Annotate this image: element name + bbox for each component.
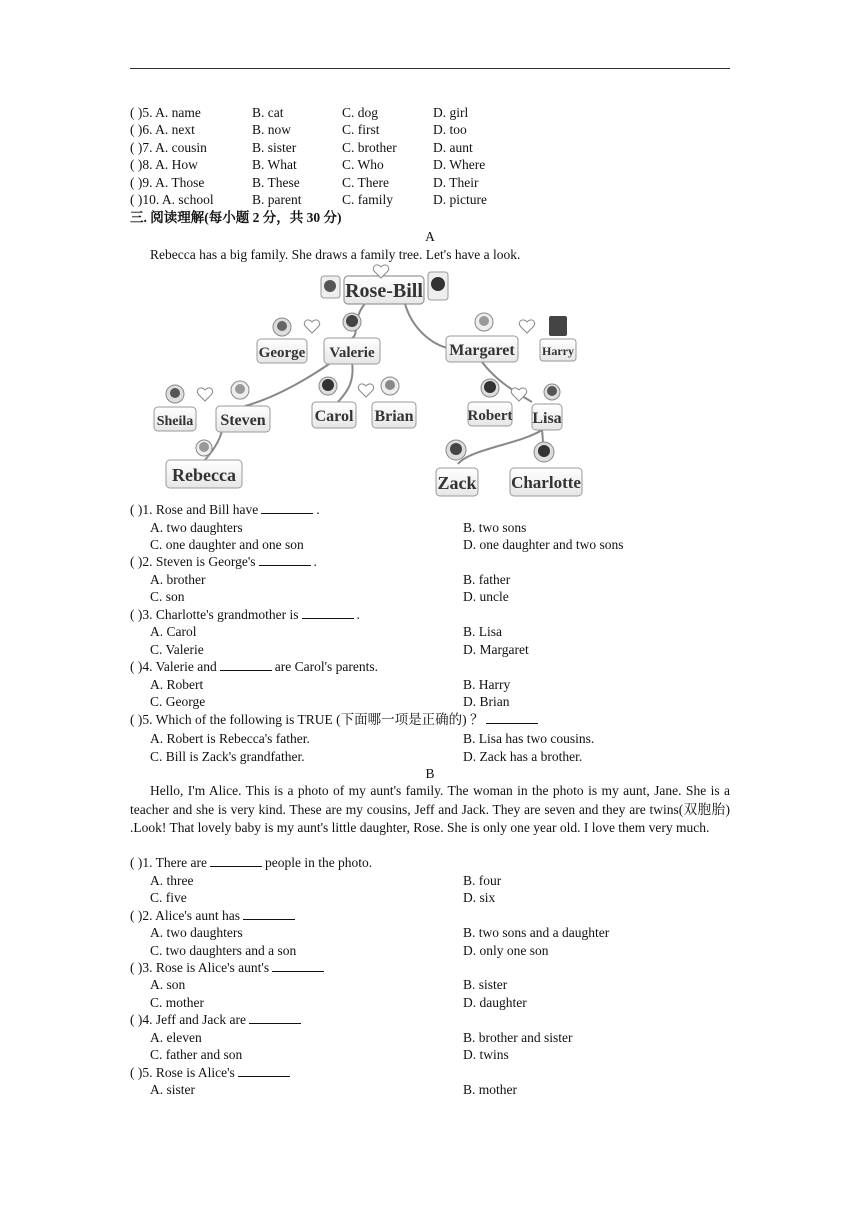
question: ( )3. Rose is Alice's aunt's xyxy=(130,959,327,976)
family-tree xyxy=(150,264,590,500)
option-c: C. one daughter and one son xyxy=(150,537,304,552)
option-b: B. mother xyxy=(463,1082,517,1097)
part-a-label: A xyxy=(425,229,435,244)
heart-icon xyxy=(197,388,212,401)
tree-node-root xyxy=(321,265,448,304)
heart-icon xyxy=(304,320,319,333)
option-d: D. aunt xyxy=(433,140,473,155)
tree-node-zack xyxy=(436,440,478,496)
option-a: A. two daughters xyxy=(150,925,243,940)
option-b: B. brother and sister xyxy=(463,1030,573,1045)
vocab-item: ( )5. A. name xyxy=(130,105,201,120)
tree-node-margaret xyxy=(446,313,518,362)
option-c: C. family xyxy=(342,192,393,207)
answer-blank[interactable] xyxy=(302,606,354,619)
section-heading: 三. 阅读理解(每小题 2 分，共 30 分) xyxy=(130,210,342,225)
option-c: C. mother xyxy=(150,995,204,1010)
question: ( )1. There are people in the photo. xyxy=(130,855,373,870)
heart-icon xyxy=(519,320,534,333)
answer-blank[interactable] xyxy=(238,1064,290,1077)
option-a: A. son xyxy=(150,977,186,992)
option-b: B. Lisa has two cousins. xyxy=(463,731,595,746)
vocab-item: ( )10. A. school xyxy=(130,192,214,207)
option-a: A. sister xyxy=(150,1082,195,1097)
vocab-item: ( )7. A. cousin xyxy=(130,140,207,155)
option-c: C. first xyxy=(342,122,380,137)
option-c: C. Valerie xyxy=(150,642,204,657)
option-c: C. five xyxy=(150,890,187,905)
option-b: B. two sons xyxy=(463,520,527,535)
tree-node-lisa xyxy=(532,384,562,430)
tree-node-valerie xyxy=(324,313,380,364)
answer-blank[interactable] xyxy=(220,658,272,671)
tree-node-brian xyxy=(372,377,416,428)
option-d: D. uncle xyxy=(463,589,509,604)
tree-node-sheila xyxy=(154,385,196,431)
question: ( )2. Alice's aunt has xyxy=(130,907,298,924)
option-d: D. Brian xyxy=(463,694,510,709)
answer-blank[interactable] xyxy=(272,959,324,972)
tree-node-steven xyxy=(216,381,270,432)
svg-text:Sheila: Sheila xyxy=(156,414,194,429)
option-b: B. two sons and a daughter xyxy=(463,925,610,940)
answer-blank[interactable] xyxy=(261,501,313,514)
question: ( )5. Which of the following is TRUE (下面哪一项是正确的) ？ xyxy=(130,711,541,728)
svg-text:Harry: Harry xyxy=(542,344,574,358)
option-a: A. eleven xyxy=(150,1030,202,1045)
option-d: D. picture xyxy=(433,192,487,207)
option-b: B. father xyxy=(463,572,511,587)
tree-node-harry xyxy=(540,316,576,361)
option-b: B. parent xyxy=(252,192,302,207)
part-b-passage: Hello, I'm Alice. This is a photo of my aunt's family. The woman in the photo is my aunt, Jane. She is a teacher and she is very kind. These are my cousins, Jeff and Jack. They are seven and they are twins(双胞胎) .Look! That lovely baby is my aunt's little daughter, Rose. She is only one year old. I love them very much. xyxy=(130,783,730,835)
answer-blank[interactable] xyxy=(259,553,311,566)
option-c: C. George xyxy=(150,694,206,709)
option-c: C. two daughters and a son xyxy=(150,943,297,958)
heart-icon xyxy=(358,384,373,397)
heart-icon xyxy=(511,388,526,401)
option-d: D. too xyxy=(433,122,467,137)
option-d: D. Zack has a brother. xyxy=(463,749,583,764)
answer-blank[interactable] xyxy=(249,1011,301,1024)
part-b-label: B xyxy=(425,766,435,781)
answer-blank[interactable] xyxy=(486,711,538,724)
option-b: B. sister xyxy=(463,977,508,992)
option-b: B. cat xyxy=(252,105,284,120)
option-c: C. Who xyxy=(342,157,384,172)
vocab-item: ( )9. A. Those xyxy=(130,175,205,190)
svg-text:Margaret: Margaret xyxy=(449,342,515,359)
option-c: C. son xyxy=(150,589,185,604)
tree-node-charlotte xyxy=(510,442,582,496)
question: ( )5. Rose is Alice's xyxy=(130,1064,293,1081)
option-d: D. Where xyxy=(433,157,486,172)
option-c: C. dog xyxy=(342,105,379,120)
option-a: A. Carol xyxy=(150,624,197,639)
svg-text:Lisa: Lisa xyxy=(532,410,562,427)
svg-text:Robert: Robert xyxy=(467,408,513,424)
option-c: C. father and son xyxy=(150,1047,243,1062)
option-a: A. two daughters xyxy=(150,520,243,535)
option-b: B. What xyxy=(252,157,297,172)
tree-node-rebecca xyxy=(166,440,242,488)
option-d: D. daughter xyxy=(463,995,527,1010)
svg-text:Valerie: Valerie xyxy=(329,345,375,361)
tree-node-george xyxy=(257,318,307,363)
option-b: B. These xyxy=(252,175,300,190)
header-rule xyxy=(130,68,730,69)
option-b: B. sister xyxy=(252,140,297,155)
option-d: D. Margaret xyxy=(463,642,529,657)
option-a: A. Robert xyxy=(150,677,204,692)
question: ( )4. Valerie and are Carol's parents. xyxy=(130,659,378,674)
answer-blank[interactable] xyxy=(210,854,262,867)
svg-text:George: George xyxy=(258,345,306,361)
question: ( )3. Charlotte's grandmother is . xyxy=(130,607,360,622)
vocab-item: ( )6. A. next xyxy=(130,122,195,137)
option-c: C. There xyxy=(342,175,389,190)
option-b: B. Harry xyxy=(463,677,511,692)
answer-blank[interactable] xyxy=(243,907,295,920)
svg-text:Brian: Brian xyxy=(374,408,414,425)
option-b: B. four xyxy=(463,873,502,888)
question: ( )4. Jeff and Jack are xyxy=(130,1011,304,1028)
part-a-intro: Rebecca has a big family. She draws a family tree. Let's have a look. xyxy=(150,247,521,262)
option-a: A. brother xyxy=(150,572,206,587)
svg-text:Carol: Carol xyxy=(314,408,354,425)
option-d: D. one daughter and two sons xyxy=(463,537,624,552)
question: ( )1. Rose and Bill have . xyxy=(130,502,320,517)
vocab-item: ( )8. A. How xyxy=(130,157,198,172)
option-c: C. Bill is Zack's grandfather. xyxy=(150,749,305,764)
svg-text:Zack: Zack xyxy=(437,473,477,493)
option-a: A. Robert is Rebecca's father. xyxy=(150,731,310,746)
option-d: D. girl xyxy=(433,105,469,120)
option-b: B. now xyxy=(252,122,292,137)
svg-text:Charlotte: Charlotte xyxy=(511,473,581,492)
option-d: D. only one son xyxy=(463,943,549,958)
option-d: D. six xyxy=(463,890,496,905)
option-d: D. Their xyxy=(433,175,479,190)
svg-text:Rebecca: Rebecca xyxy=(172,465,236,485)
svg-text:Rose-Bill: Rose-Bill xyxy=(345,280,423,302)
option-a: A. three xyxy=(150,873,194,888)
svg-text:Steven: Steven xyxy=(220,412,266,429)
option-d: D. twins xyxy=(463,1047,509,1062)
option-c: C. brother xyxy=(342,140,397,155)
question: ( )2. Steven is George's . xyxy=(130,554,317,569)
option-b: B. Lisa xyxy=(463,624,502,639)
